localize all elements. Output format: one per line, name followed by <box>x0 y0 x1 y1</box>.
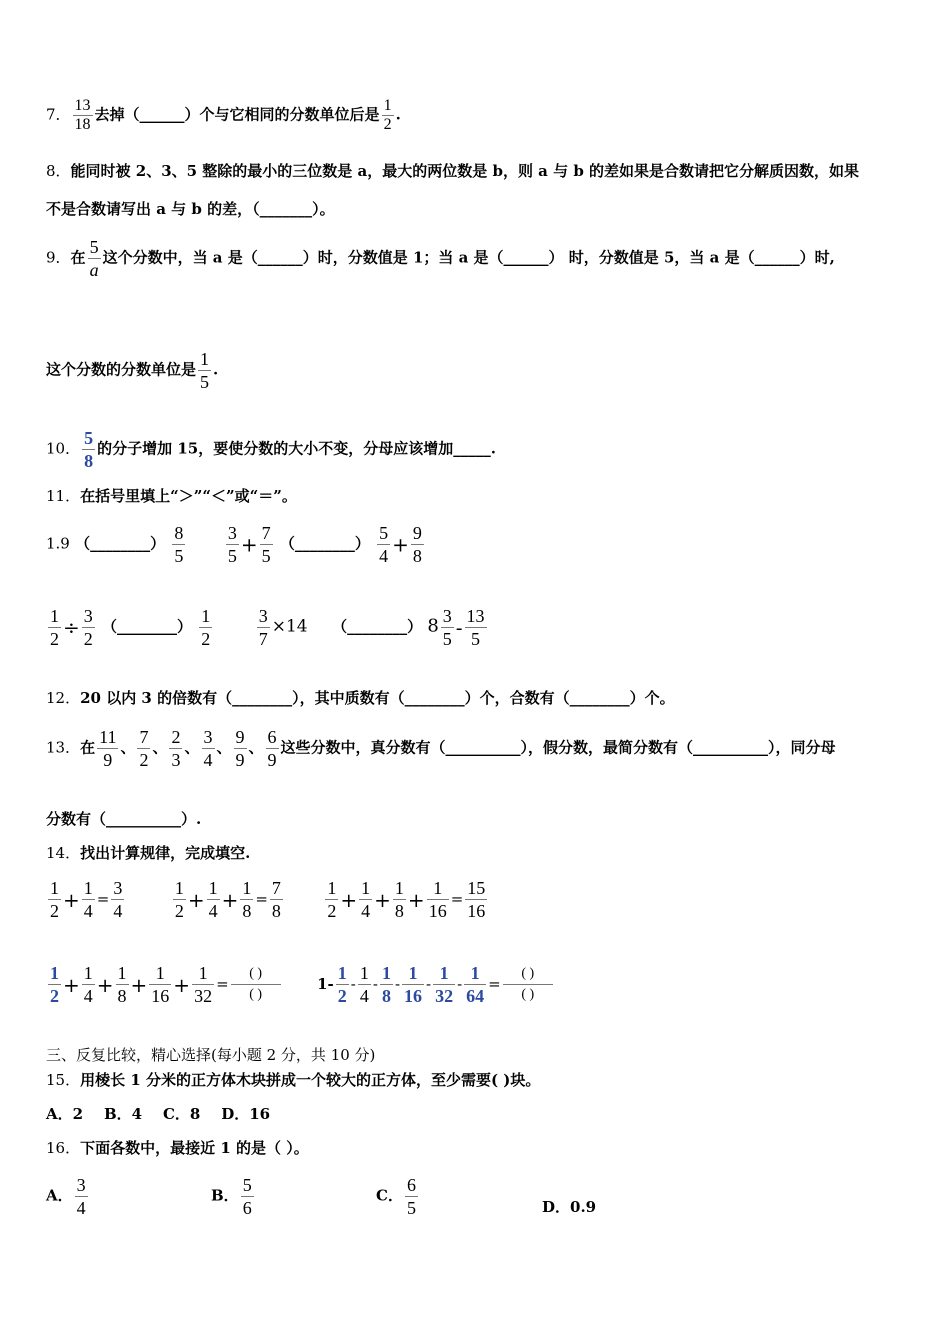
punct: . <box>395 105 401 124</box>
minus-sign: - <box>350 974 356 993</box>
answer-blank: （________） <box>279 534 370 553</box>
times-expr: ×14 <box>271 616 308 637</box>
equation-5 <box>317 963 555 1006</box>
equation-4 <box>46 963 283 1006</box>
fraction: $\frac{11}{9}$ <box>99 727 117 770</box>
equals-sign: = <box>216 974 229 993</box>
fraction: $\frac{1}{2}$ <box>327 878 337 921</box>
fraction: $\frac{1}{2}$ <box>50 963 59 1006</box>
question-text: 这个分数中，当 a 是（______）时，分数值是 1；当 a 是（______） 时，分数值是 5，当 a 是（______）时, <box>102 248 835 267</box>
fraction: $\frac{9}{9}$ <box>235 727 245 770</box>
question-13 <box>46 726 836 771</box>
question-number: 12． <box>46 689 81 707</box>
answer-fraction: $\frac{( )}{( )}$ <box>503 964 553 1005</box>
plus-sign: + <box>374 887 391 912</box>
fraction: $\frac{1}{64}$ <box>466 963 485 1006</box>
fraction: $\frac{15}{16}$ <box>467 878 486 921</box>
fraction: $\frac{1}{8}$ <box>381 963 391 1006</box>
equation-2 <box>171 878 285 921</box>
fraction: $\frac{1}{2}$ <box>383 97 392 133</box>
question-text: 去掉（______）个与它相同的分数单位后是 <box>94 105 380 124</box>
integer-part: 8 <box>427 615 439 637</box>
fraction: $\frac{3}{4}$ <box>113 878 123 921</box>
separator: 、 <box>120 738 136 757</box>
fraction: $\frac{7}{8}$ <box>271 878 281 921</box>
answer-blank: （________） <box>332 617 423 636</box>
question-number: 9． <box>46 248 71 267</box>
question-number: 11． <box>46 487 81 505</box>
separator: 、 <box>152 738 168 757</box>
fraction: $\frac{6}{5}$ <box>406 1175 416 1218</box>
fraction: $\frac{1}{32}$ <box>435 963 454 1006</box>
question-text: 这个分数的分数单位是 <box>46 360 197 379</box>
plus-sign: + <box>221 887 239 912</box>
fraction: $\frac{1}{32}$ <box>194 963 213 1006</box>
equation-3 <box>323 878 489 921</box>
fraction: $\frac{1}{16}$ <box>151 963 170 1006</box>
one-minus: 1- <box>317 974 334 993</box>
question-text: 用棱长 1 分米的正方体木块拼成一个较大的正方体，至少需要( )块。 <box>80 1071 541 1089</box>
question-text: 能同时被 2、3、5 整除的最小的三位数是 a，最大的两位数是 b，则 a 与 b 的差如果是合数请把它分解质因数，如果 <box>70 162 860 180</box>
option-a <box>46 1174 90 1219</box>
fraction: $\frac{1}{8}$ <box>242 878 252 921</box>
plus-sign: + <box>187 887 205 912</box>
question-number: 13． <box>46 738 81 757</box>
fraction: $\frac{1}{16}$ <box>428 878 447 921</box>
question-number: 14． <box>46 844 81 862</box>
question-14-row1 <box>46 877 489 922</box>
question-text: 在 <box>70 248 86 267</box>
question-text: 的分子增加 15，要使分数的大小不变，分母应该增加_____. <box>97 439 496 458</box>
fraction: $\frac{1}{2}$ <box>50 878 59 921</box>
minus-sign: - <box>455 615 463 640</box>
question-8 <box>46 161 859 181</box>
fraction: $\frac{1}{4}$ <box>83 878 93 921</box>
fraction: $\frac{1}{16}$ <box>404 963 423 1006</box>
fraction: $\frac{9}{8}$ <box>412 523 422 566</box>
fraction: $\frac{1}{8}$ <box>117 963 127 1006</box>
fraction: $\frac{1}{2}$ <box>337 963 347 1006</box>
plus-sign: + <box>407 887 425 912</box>
separator: 、 <box>248 738 264 757</box>
punct: . <box>213 360 219 379</box>
minus-sign: - <box>457 974 463 993</box>
question-text: 在 <box>80 738 96 757</box>
question-number: 8． <box>46 162 71 180</box>
answer-fraction: $\frac{( )}{( )}$ <box>231 964 281 1005</box>
question-text: 这些分数中，真分数有（__________），假分数，最简分数有（__________），同分母 <box>280 738 836 757</box>
question-text: 在括号里填上“＞”“＜”或“＝”。 <box>80 487 297 505</box>
plus-sign: + <box>63 887 80 912</box>
question-15-options: A．2 B．4 C．8 D．16 <box>46 1105 271 1123</box>
equation-1 <box>46 878 126 921</box>
fraction: $\frac{13}{18}$ <box>74 97 91 133</box>
equals-sign: = <box>255 889 268 908</box>
question-16 <box>46 1138 309 1158</box>
plus-sign: + <box>63 972 80 997</box>
fraction: $\frac{3}{7}$ <box>258 606 268 649</box>
question-10 <box>46 427 496 472</box>
question-number: 15． <box>46 1071 81 1089</box>
question-number: 7． <box>46 105 71 124</box>
section-heading: 三、反复比较，精心选择(每小题 2 分，共 10 分) <box>46 1046 376 1064</box>
number: 1.9 <box>46 534 70 553</box>
question-text: 找出计算规律，完成填空. <box>80 844 251 862</box>
fraction: $\frac{3}{5}$ <box>442 606 452 649</box>
question-12 <box>46 688 675 708</box>
option-label: A． <box>46 1186 73 1205</box>
fraction: $\frac{7}{5}$ <box>261 523 271 566</box>
fraction: $\frac{5}{8}$ <box>84 428 94 471</box>
plus-sign: + <box>130 972 148 997</box>
equals-sign: = <box>450 889 464 908</box>
fraction: $\frac{1}{2}$ <box>174 878 184 921</box>
question-number: 10． <box>46 439 81 458</box>
option-c <box>376 1174 420 1219</box>
equals-sign: = <box>96 889 110 908</box>
plus-sign: + <box>96 972 114 997</box>
minus-sign: - <box>372 974 378 993</box>
fraction: $\frac{1}{4}$ <box>359 963 369 1006</box>
fraction: $\frac{6}{9}$ <box>267 727 277 770</box>
question-text: 下面各数中，最接近 1 的是（ ）。 <box>80 1139 309 1157</box>
question-9 <box>46 236 835 281</box>
option-label: C． <box>376 1186 403 1205</box>
plus-sign: + <box>392 532 409 557</box>
fraction: $\frac{1}{8}$ <box>394 878 404 921</box>
fraction: $\frac{3}{5}$ <box>227 523 237 566</box>
fraction: $\frac{5}{6}$ <box>242 1175 252 1218</box>
divide-sign: ÷ <box>63 615 80 640</box>
answer-blank: （________） <box>102 617 193 636</box>
fraction: $\frac{8}{5}$ <box>174 523 184 566</box>
fraction: $\frac{1}{2}$ <box>50 606 59 649</box>
question-15 <box>46 1070 540 1090</box>
fraction: $\frac{13}{5}$ <box>466 606 485 649</box>
question-14 <box>46 843 250 863</box>
question-text: 20 以内 3 的倍数有（________），其中质数有（________）个，合数有（________）个。 <box>80 689 675 707</box>
equals-sign: = <box>488 974 501 993</box>
question-11 <box>46 486 297 506</box>
separator: 、 <box>216 738 232 757</box>
question-8-line2: 不是合数请写出 a 与 b 的差，（_______）。 <box>46 200 335 218</box>
fraction: $\frac{5}{a}$ <box>89 237 99 280</box>
fraction: $\frac{1}{2}$ <box>201 606 211 649</box>
question-14-row2 <box>46 962 555 1007</box>
separator: 、 <box>184 738 200 757</box>
fraction: $\frac{2}{3}$ <box>171 727 181 770</box>
question-7 <box>46 97 401 134</box>
question-number: 16． <box>46 1139 81 1157</box>
plus-sign: + <box>173 972 191 997</box>
fraction: $\frac{1}{4}$ <box>208 878 218 921</box>
question-11-row1 <box>46 522 426 567</box>
plus-sign: + <box>240 532 258 557</box>
fraction: $\frac{3}{4}$ <box>203 727 213 770</box>
question-9-line2 <box>46 348 218 393</box>
option-label: B． <box>211 1186 239 1205</box>
question-11-row2 <box>46 605 489 650</box>
minus-sign: - <box>426 974 432 993</box>
fraction: $\frac{3}{2}$ <box>83 606 93 649</box>
fraction: $\frac{7}{2}$ <box>139 727 149 770</box>
fraction: $\frac{1}{5}$ <box>200 349 210 392</box>
option-b <box>211 1174 256 1219</box>
answer-blank: （________） <box>75 534 166 553</box>
fraction: $\frac{1}{4}$ <box>361 878 371 921</box>
plus-sign: + <box>340 887 358 912</box>
fraction: $\frac{3}{4}$ <box>76 1175 86 1218</box>
fraction: $\frac{1}{4}$ <box>83 963 93 1006</box>
option-d: D．0.9 <box>542 1198 597 1216</box>
fraction: $\frac{5}{4}$ <box>379 523 389 566</box>
question-13-line2: 分数有（__________）. <box>46 810 202 828</box>
minus-sign: - <box>394 974 401 993</box>
